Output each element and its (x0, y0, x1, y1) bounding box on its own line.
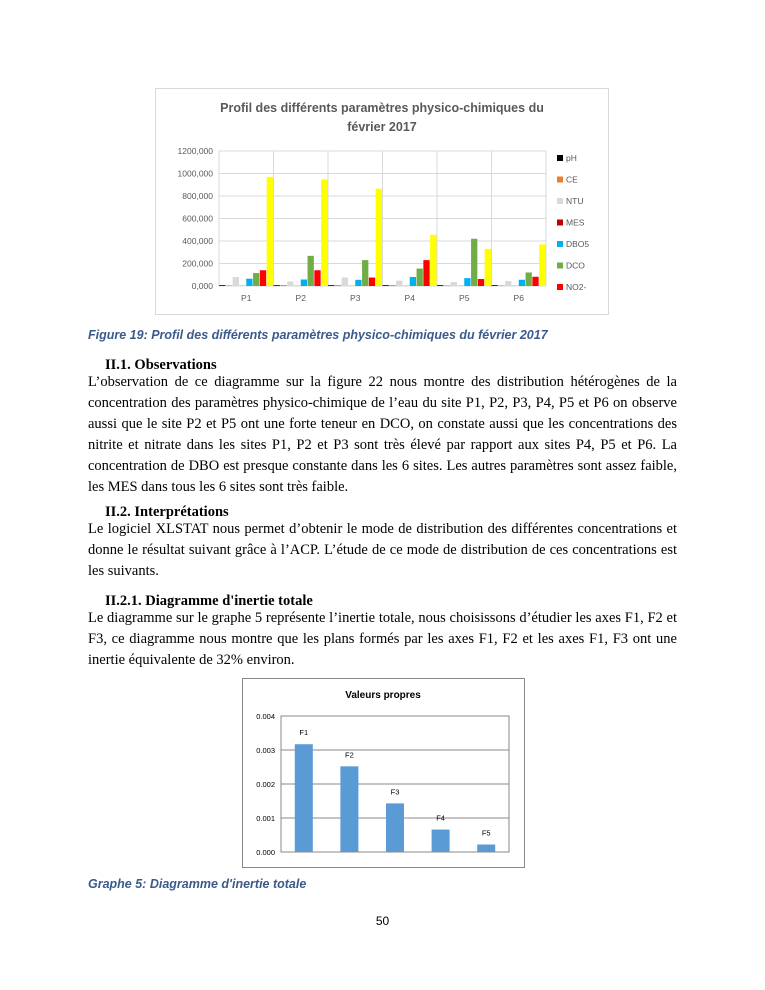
x-tick-label: P4 (404, 293, 415, 303)
x-tick-label: P1 (241, 293, 252, 303)
bar-label: F5 (481, 828, 491, 838)
bar-NTU-P4 (396, 281, 402, 286)
legend-swatch (557, 263, 563, 269)
bar-DBO5-P6 (519, 280, 525, 286)
bar-NO2--P1 (260, 270, 266, 286)
chart-title: Valeurs propres (345, 690, 421, 701)
observations-heading: II.1. Observations (105, 357, 217, 373)
legend-swatch (557, 155, 563, 161)
x-tick-label: P2 (295, 293, 306, 303)
bar-series8-P4 (430, 235, 436, 286)
graphe-5-caption: Graphe 5: Diagramme d'inertie totale (88, 877, 307, 891)
bar-DCO-P2 (308, 256, 314, 286)
inertia-heading: II.2.1. Diagramme d'inertie totale (105, 593, 313, 609)
legend-label: DCO (566, 260, 585, 271)
bar-label: F2 (345, 750, 354, 760)
bar-NO2--P6 (532, 277, 538, 286)
bar-DCO-P1 (253, 273, 259, 286)
y-tick-label: 0.000 (256, 848, 275, 857)
bar-DBO5-P2 (301, 279, 307, 286)
page-number: 50 (375, 914, 390, 928)
bar-NTU-P2 (287, 282, 293, 287)
observations-text: L’observation de ce diagramme sur la figure 22 nous montre des distribution hétérogènes de la concentration des paramètres physico-chimique de l’eau du site P1, P2, P3, P4, P5 et P6 on observe aussi que le site P2 et P5 ont une forte teneur en DCO, on constate aussi que les concentrations des nitrite et nitrate dans les sites P1, P2 et P3 sont très élevé par rapport aux sites P4, P5 et P6. La concentration de DBO est presque constante dans les 6 sites. Les autres paramètres sont assez faible, les MES dans tous les 6 sites sont très faible. (88, 374, 677, 495)
bar-series8-P1 (267, 177, 273, 286)
bar-NO2--P5 (478, 279, 484, 286)
bar-label: F4 (436, 813, 445, 823)
bar-DCO-P5 (471, 239, 477, 286)
figure-19-caption: Figure 19: Profil des différents paramètres physico-chimiques du février 2017 (88, 328, 548, 342)
bar-NTU-P1 (233, 277, 239, 286)
bar-CE-P5 (444, 285, 450, 286)
legend-label: NTU (566, 196, 584, 206)
y-tick-label: 400,000 (182, 236, 213, 246)
bar-NTU-P6 (505, 281, 511, 286)
y-tick-label: 0,000 (191, 281, 213, 291)
bar-series8-P6 (539, 244, 545, 286)
y-tick-label: 0.002 (256, 780, 275, 789)
bar-F4 (432, 830, 450, 852)
bar-CE-P6 (498, 285, 504, 286)
interpretations-text: Le logiciel XLSTAT nous permet d’obtenir le mode de distribution des différentes concentrations et donne le résultat suivant grâce à l’ACP. L’étude de ce mode de distribution de ces concentrations est les suivants. (88, 521, 677, 579)
bar-CE-P4 (389, 285, 395, 286)
legend-swatch (557, 284, 563, 290)
bar-NO2--P3 (369, 278, 375, 286)
bar-pH-P6 (492, 285, 498, 286)
bar-NTU-P3 (342, 278, 348, 286)
legend-swatch (557, 198, 563, 204)
bar-pH-P1 (219, 285, 225, 286)
bar-series8-P3 (376, 189, 382, 286)
parameters-chart-svg (156, 89, 608, 314)
bar-DCO-P4 (417, 269, 423, 286)
legend-label: NO2- (566, 282, 587, 292)
bar-pH-P3 (328, 285, 334, 286)
bar-F3 (386, 803, 404, 852)
interpretations-heading: II.2. Interprétations (105, 504, 229, 520)
bar-pH-P2 (274, 285, 280, 286)
eigenvalues-chart-svg (243, 679, 524, 867)
y-tick-label: 0.004 (256, 712, 275, 721)
y-tick-label: 200,000 (182, 258, 213, 269)
bar-label: F1 (299, 728, 309, 738)
legend-swatch (557, 177, 563, 183)
bar-series8-P5 (485, 249, 491, 286)
bar-series8-P2 (321, 179, 327, 286)
bar-F1 (295, 744, 313, 852)
bar-DCO-P6 (526, 273, 532, 287)
bar-DBO5-P1 (246, 279, 252, 286)
y-tick-label: 1000,000 (177, 168, 213, 179)
y-tick-label: 0.003 (256, 746, 275, 755)
x-tick-label: P6 (513, 293, 524, 303)
bar-DBO5-P5 (464, 278, 470, 286)
bar-NO2--P2 (314, 270, 320, 286)
y-tick-label: 1200,000 (177, 146, 213, 156)
bar-CE-P2 (280, 285, 286, 286)
bar-DBO5-P4 (410, 277, 416, 286)
legend-swatch (557, 220, 563, 226)
parameters-chart (155, 88, 609, 315)
chart-title: Profil des différents paramètres physico-chimiques du (220, 101, 544, 115)
bar-F2 (340, 766, 358, 852)
bar-pH-P4 (383, 285, 389, 286)
legend-label: CE (566, 174, 578, 185)
bar-DBO5-P3 (355, 280, 361, 286)
bar-pH-P5 (437, 285, 443, 286)
bar-DCO-P3 (362, 260, 368, 286)
bar-NO2--P4 (423, 260, 429, 286)
y-tick-label: 800,000 (182, 191, 213, 201)
bar-CE-P3 (335, 285, 341, 286)
y-tick-label: 0.001 (256, 814, 275, 823)
legend-swatch (557, 241, 563, 247)
bar-NTU-P5 (451, 282, 457, 286)
x-tick-label: P5 (459, 293, 470, 303)
legend-label: DBO5 (566, 239, 590, 249)
bar-label: F3 (390, 787, 400, 797)
chart-title: février 2017 (347, 120, 417, 134)
bar-CE-P1 (226, 285, 232, 286)
x-tick-label: P3 (350, 293, 361, 303)
bar-F5 (477, 845, 495, 852)
inertia-text: Le diagramme sur le graphe 5 représente l’inertie totale, nous choisissons d’étudier les axes F1, F2 et F3, ce diagramme nous montre que les plans formés par les axes F1, F2 et les axes F1, F3 ont une inertie équivalente de 32% environ. (88, 610, 677, 668)
legend-label: MES (566, 217, 585, 228)
y-tick-label: 600,000 (182, 213, 213, 224)
eigenvalues-chart (242, 678, 525, 868)
legend-label: pH (566, 153, 577, 163)
